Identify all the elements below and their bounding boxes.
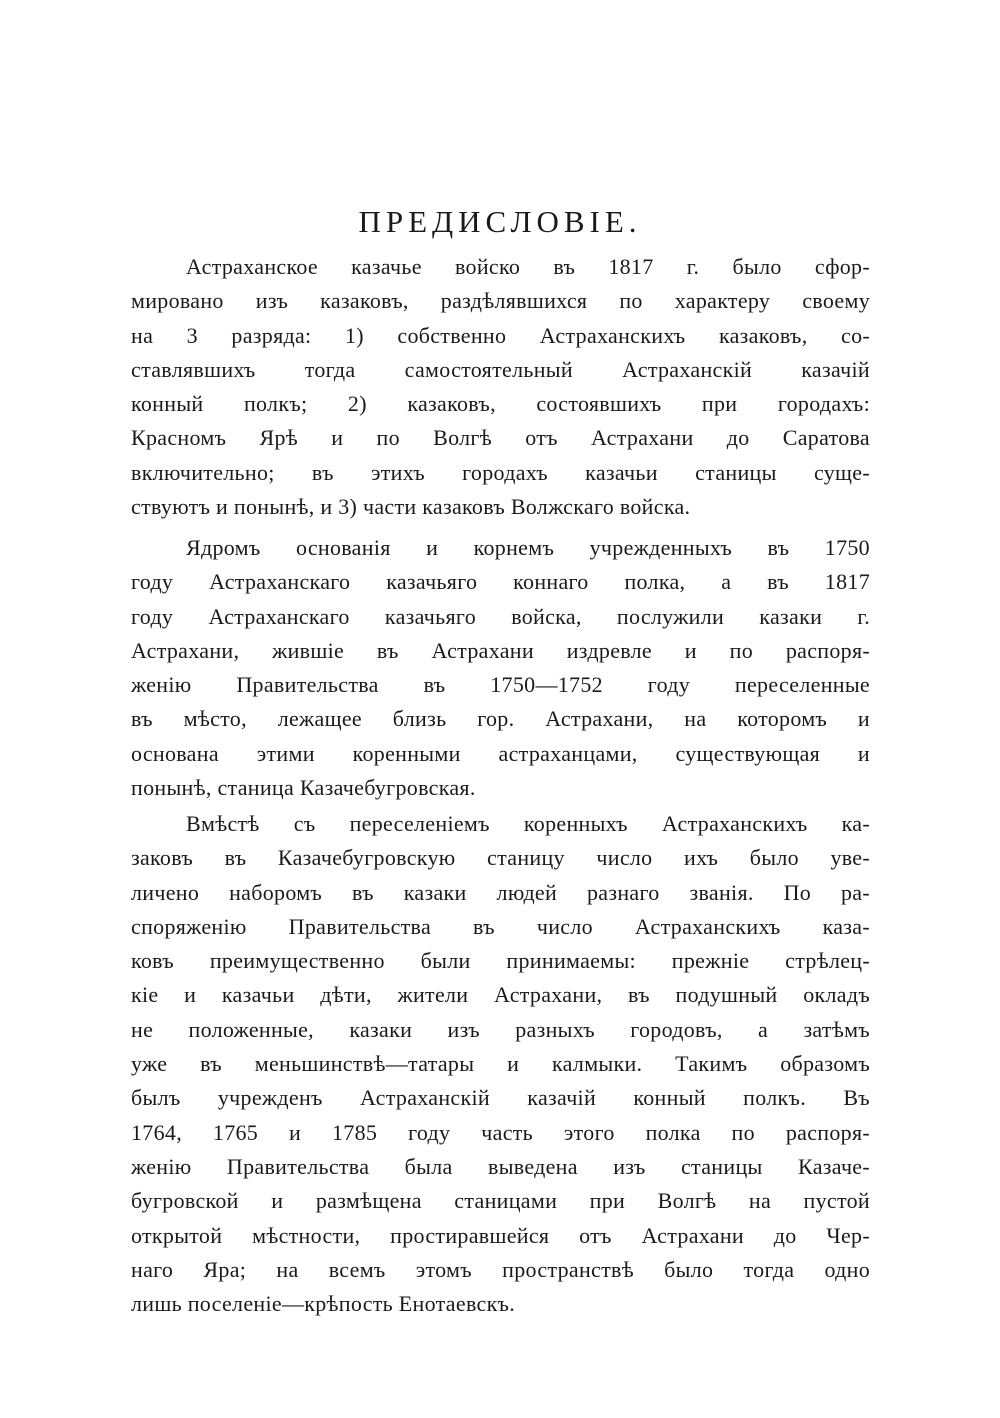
text-line: уже въ меньшинствѣ—татары и калмыки. Такимъ образомъ (131, 1051, 870, 1077)
text-line: ставлявшихъ тогда самостоятельный Астраханскій казачій (131, 356, 870, 382)
text-line: бугровской и размѣщена станицами при Волгѣ на пустой (131, 1188, 870, 1214)
text-line: въ мѣсто, лежащее близь гор. Астрахани, на которомъ и (131, 706, 870, 732)
text-line: наго Яра; на всемъ этомъ пространствѣ было тогда одно (131, 1256, 870, 1282)
text-line: открытой мѣстности, простиравшейся отъ Астрахани до Чер- (131, 1222, 870, 1248)
text-line: понынѣ, станица Казачебугровская. (131, 775, 476, 801)
text-line: Астраханское казачье войско въ 1817 г. было сфор- (186, 254, 870, 279)
text-line: ствуютъ и понынѣ, и 3) части казаковъ Волжскаго войска. (131, 494, 691, 520)
text-line: Вмѣстѣ съ переселеніемъ коренныхъ Астраханскихъ ка- (186, 811, 870, 836)
text-line: 1764, 1765 и 1785 году часть этого полка по распоря- (131, 1119, 870, 1145)
text-line: заковъ въ Казачебугровскую станицу число ихъ было уве- (131, 845, 870, 871)
text-line: кіе и казачьи дѣти, жители Астрахани, въ подушный окладъ (131, 982, 870, 1008)
text-line: году Астраханскаго казачьяго коннаго полка, а въ 1817 (131, 569, 870, 595)
text-line: споряженію Правительства въ число Астраханскихъ каза- (131, 913, 870, 939)
text-line: на 3 разряда: 1) собственно Астраханскихъ казаковъ, со- (131, 322, 870, 348)
text-line: Ядромъ основанія и корнемъ учрежденныхъ въ 1750 (186, 535, 870, 560)
paragraph-3 (131, 807, 870, 1321)
text-line: женію Правительства въ 1750—1752 году переселенные (131, 672, 870, 698)
text-line: ковъ преимущественно были принимаемы: прежніе стрѣлец- (131, 948, 870, 974)
text-line: женію Правительства была выведена изъ станицы Казаче- (131, 1153, 870, 1179)
paragraph-1 (131, 250, 870, 524)
text-line: включительно; въ этихъ городахъ казачьи станицы суще- (131, 459, 870, 485)
text-line: личено наборомъ въ казаки людей разнаго званія. По ра- (131, 879, 870, 905)
text-line: конный полкъ; 2) казаковъ, состоявшихъ при городахъ: (131, 391, 870, 417)
text-line: лишь поселеніе—крѣпость Енотаевскъ. (131, 1291, 516, 1317)
text-line: мировано изъ казаковъ, раздѣлявшихся по характеру своему (131, 288, 870, 314)
page-title: ПРЕДИСЛОВІЕ. (358, 203, 642, 239)
text-line: году Астраханскаго казачьяго войска, послужили казаки г. (131, 603, 870, 629)
text-line: не положенные, казаки изъ разныхъ городовъ, а затѣмъ (131, 1016, 870, 1042)
text-line: Астрахани, жившіе въ Астрахани издревле и по распоря- (131, 637, 870, 663)
text-line: основана этими коренными астраханцами, существующая и (131, 740, 870, 766)
paragraph-2 (131, 531, 870, 805)
text-line: былъ учрежденъ Астраханскій казачій конный полкъ. Въ (131, 1085, 870, 1111)
text-line: Красномъ Ярѣ и по Волгѣ отъ Астрахани до Саратова (131, 425, 870, 451)
